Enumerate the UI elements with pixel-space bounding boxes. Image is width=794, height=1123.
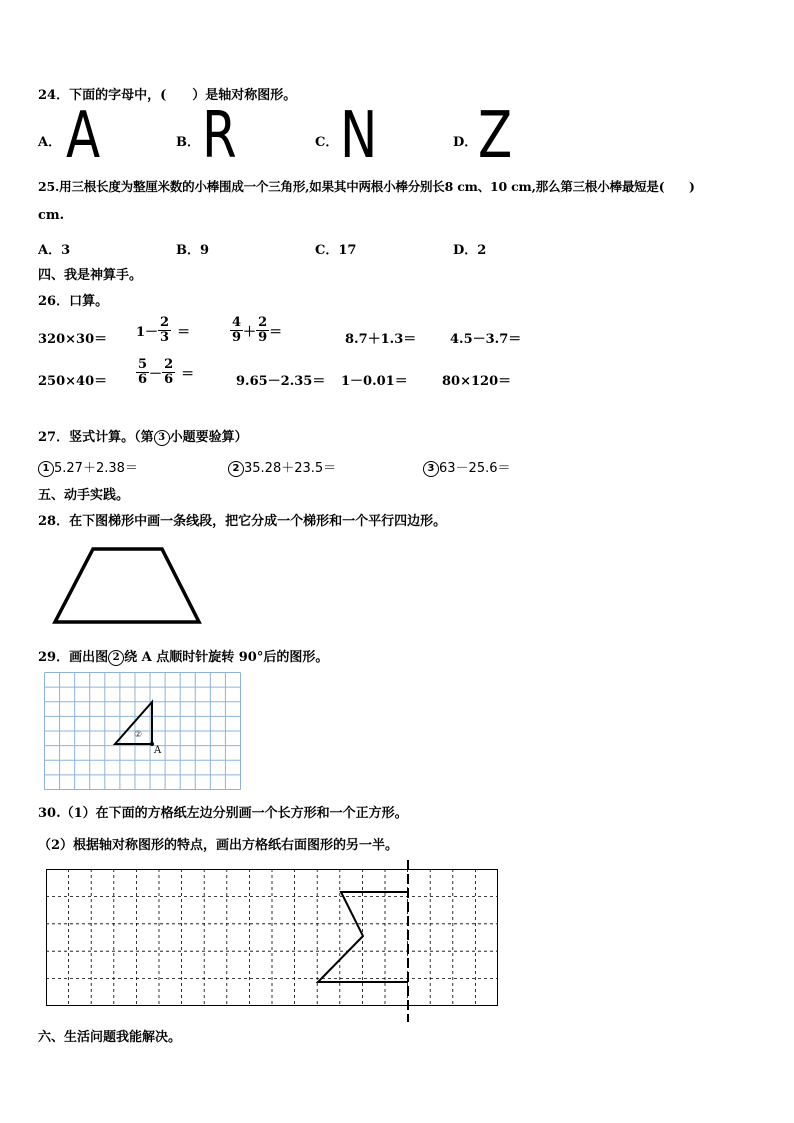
q27-item-2: 2 35.28＋23.5＝ — [228, 457, 336, 477]
q24-option-d-label: D． — [453, 135, 478, 150]
q24-option-c-label: C． — [315, 135, 339, 150]
q29-stem: 29．画出图 2 绕 A 点顺时针旋转 90°后的图形。 — [38, 650, 329, 665]
q27-item-3: 3 63－25.6＝ — [423, 457, 511, 477]
section-5-heading: 五、动手实践。 — [38, 488, 130, 503]
q25-stem-continued: cm. — [38, 208, 65, 223]
q26-r2-expr1: 250×40＝ — [38, 374, 108, 389]
q25-option-c: C．17 — [315, 243, 357, 258]
q24-stem: 24．下面的字母中，( ）是轴对称图形。 — [38, 88, 297, 103]
q30-part2: （2）根据轴对称图形的特点，画出方格纸右面图形的另一半。 — [38, 838, 399, 853]
q29-shape-label: ② — [134, 730, 143, 740]
q26-r2-expr3: 9.65－2.35＝ — [236, 374, 326, 389]
q30-part1: 30.（1）在下面的方格纸左边分别画一个长方形和一个正方形。 — [38, 806, 408, 821]
section-6-heading: 六、生活问题我能解决。 — [38, 1030, 182, 1045]
q24-option-a-label: A． — [38, 135, 62, 150]
q27-item-1: 1 5.27＋2.38＝ — [38, 457, 138, 477]
section-4-heading: 四、我是神算手。 — [38, 268, 143, 283]
q26-r2-expr2: $\frac{5}{6}$ － $\frac{2}{6}$ ＝ — [138, 357, 195, 387]
q26-r1-expr5: 4.5－3.7＝ — [450, 332, 522, 347]
circled-number: 3 — [154, 430, 170, 446]
q24-option-d-letter: Z — [478, 99, 513, 173]
q26-r2-expr5: 80×120＝ — [442, 374, 512, 389]
q26-r2-expr4: 1－0.01＝ — [341, 374, 408, 389]
q28-stem: 28．在下图梯形中画一条线段，把它分成一个梯形和一个平行四边形。 — [38, 514, 447, 529]
q24-option-b-letter: R — [202, 99, 237, 173]
q25-option-a: A．3 — [38, 243, 71, 258]
q24-option-b-label: B． — [176, 135, 200, 150]
circled-number: 2 — [108, 650, 124, 666]
q24-option-a-letter: A — [66, 99, 101, 173]
q25-option-b: B．9 — [176, 243, 210, 258]
q26-stem: 26．口算。 — [38, 294, 109, 309]
q26-r1-expr2: 1－ $\frac{2}{3}$ ＝ — [136, 315, 191, 345]
q27-stem: 27．竖式计算。（第 3 小题要验算） — [38, 430, 248, 445]
q26-r1-expr4: 8.7＋1.3＝ — [345, 332, 417, 347]
q29-point-a-label: A — [154, 745, 162, 756]
q26-r1-expr3: $\frac{4}{9}$ ＋ $\frac{2}{9}$ ＝ — [232, 315, 283, 345]
q25-option-d: D．2 — [453, 243, 487, 258]
q24-option-c-letter: N — [340, 99, 378, 173]
q25-stem: 25.用三根长度为整厘米数的小棒围成一个三角形,如果其中两根小棒分别长8 cm、10 cm,那么第三根小棒最短是( ) — [38, 179, 695, 194]
q26-r1-expr1: 320×30＝ — [38, 332, 108, 347]
